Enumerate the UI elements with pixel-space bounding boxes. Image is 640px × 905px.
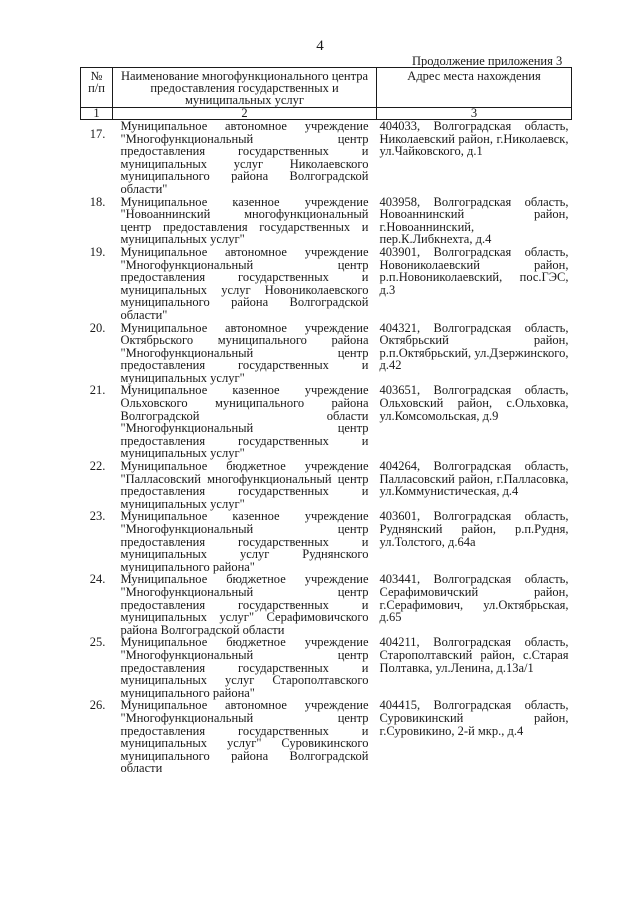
table-header-row	[81, 68, 572, 108]
header-address: Адрес места нахождения	[377, 68, 572, 108]
center-name: Муниципальное автономное учреждение "Многофункциональный центр предоставления государственных и муниципальных услуг Николаевского муниципального района Волгоградской области"	[120, 119, 369, 196]
row-number: 23.	[89, 509, 106, 524]
header-center-name: Наименование многофункционального центра предоставления государственных и муниципальных услуг	[113, 68, 377, 108]
row-number: 19.	[89, 244, 106, 259]
page-number: 4	[316, 38, 324, 54]
row-number: 21.	[89, 383, 106, 398]
center-name: Муниципальное казенное учреждение Ольховского муниципального района Волгоградской области "Многофункциональный центр предоставления государственных и муниципальных услуг"	[120, 383, 369, 461]
table-row	[81, 699, 572, 775]
center-name: Муниципальное казенное учреждение "Новоаннинский многофункциональный центр предоставления государственных и муниципальных услуг"	[120, 194, 369, 247]
column-number: 1	[81, 108, 113, 120]
center-name: Муниципальное бюджетное учреждение "Многофункциональный центр предоставления государственных и муниципальных услуг" Серафимовичского района Волгоградской области	[120, 572, 369, 637]
row-number: 26.	[89, 698, 106, 713]
column-number: 3	[377, 108, 572, 120]
center-name: Муниципальное бюджетное учреждение "Многофункциональный центр предоставления государственных и муниципальных услуг Старополтавского муниципального района"	[120, 635, 369, 700]
table-row	[81, 573, 572, 636]
header-number: № п/п	[81, 68, 113, 108]
center-address: 404211, Волгоградская область, Старополтавский район, с.Старая Полтавка, ул.Ленина, д.13а/1	[379, 635, 569, 675]
center-name: Муниципальное бюджетное учреждение "Палласовский многофункциональный центр предоставления государственных и муниципальных услуг"	[120, 459, 369, 511]
center-address: 404415, Волгоградская область, Суровикинский район, г.Суровикино, 2-й мкр., д.4	[379, 698, 569, 738]
column-numbering-row	[81, 108, 572, 120]
table-row	[81, 384, 572, 460]
center-address: 404321, Волгоградская область, Октябрьский район, р.п.Октябрьский, ул.Дзержинского, д.42	[379, 320, 569, 373]
appendix-continuation-note: Продолжение приложения 3	[412, 54, 563, 68]
table-row	[81, 510, 572, 573]
table-row	[81, 246, 572, 322]
table-row	[81, 120, 572, 196]
row-number: 20.	[89, 320, 106, 335]
center-name: Муниципальное автономное учреждение "Многофункциональный центр предоставления государственных и муниципальных услуг" Суровикинского муниципального района Волгоградской области	[120, 698, 369, 776]
center-name: Муниципальное казенное учреждение "Многофункциональный центр предоставления государственных и муниципальных услуг Руднянского муниципального района"	[120, 509, 369, 574]
center-address: 403441, Волгоградская область, Серафимовичский район, г.Серафимович, ул.Октябрьская, д.65	[379, 572, 569, 625]
center-address: 404033, Волгоградская область, Николаевский район, г.Николаевск, ул.Чайковского, д.1	[379, 119, 569, 159]
row-number: 17.	[89, 127, 106, 141]
center-address: 403651, Волгоградская область, Ольховский район, с.Ольховка, ул.Комсомольская, д.9	[379, 383, 569, 423]
row-number: 24.	[89, 572, 106, 587]
center-name: Муниципальное автономное учреждение "Многофункциональный центр предоставления государственных и муниципальных услуг Новониколаевского муниципального района Волгоградской области"	[120, 244, 369, 322]
row-number: 18.	[89, 194, 106, 209]
center-address: 404264, Волгоградская область, Палласовский район, г.Палласовка, ул.Коммунистическая, д.4	[379, 459, 569, 499]
center-address: 403901, Волгоградская область, Новониколаевский район, р.п.Новониколаевский, пос.ГЭС, д.3	[379, 244, 569, 297]
column-number: 2	[113, 108, 377, 120]
table-row	[81, 636, 572, 699]
mfc-registry-table	[80, 67, 572, 775]
table-row	[81, 196, 572, 246]
row-number: 25.	[89, 635, 106, 650]
center-name: Муниципальное автономное учреждение Октябрьского муниципального района "Многофункциональный центр предоставления государственных и муниципальных услуг"	[120, 320, 369, 385]
center-address: 403958, Волгоградская область, Новоаннинский район, г.Новоаннинский, пер.К.Либкнехта, д.4	[379, 194, 569, 247]
center-address: 403601, Волгоградская область, Руднянский район, р.п.Рудня, ул.Толстого, д.64а	[379, 509, 569, 549]
table-body	[81, 120, 572, 775]
table-row	[81, 322, 572, 385]
row-number: 22.	[89, 459, 106, 474]
table-row	[81, 460, 572, 510]
